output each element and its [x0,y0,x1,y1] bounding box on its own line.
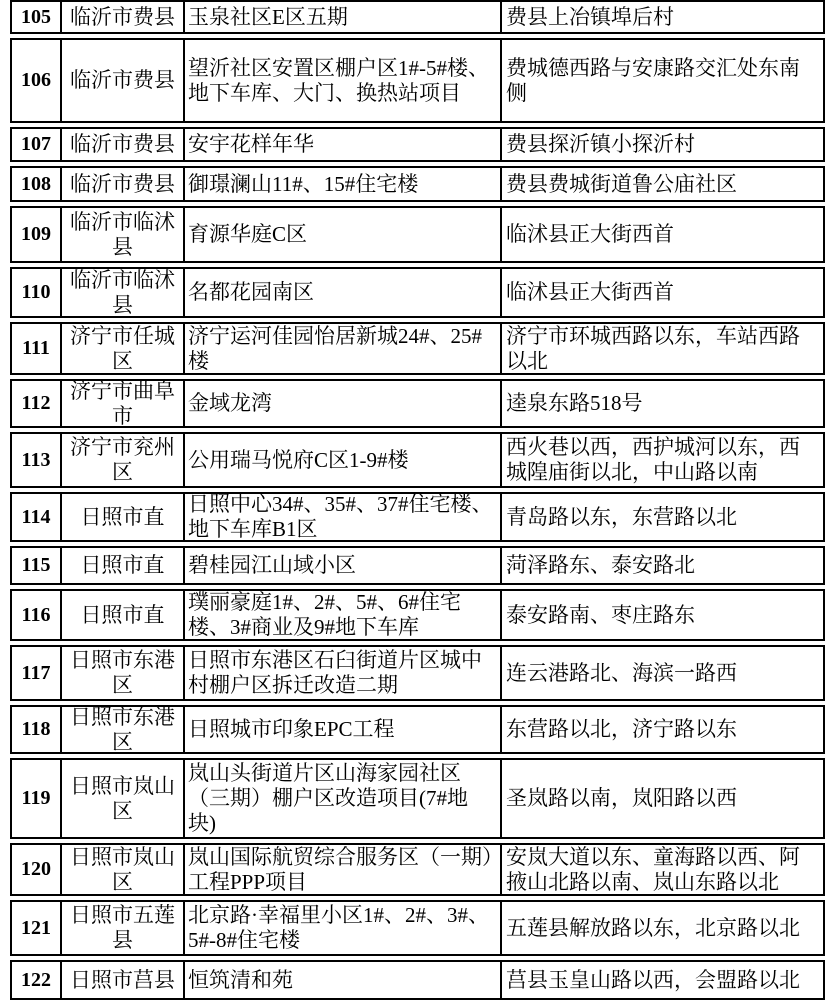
city-cell: 临沂市费县 [62,166,185,202]
table-row [10,492,825,542]
project-cell: 北京路·幸福里小区1#、2#、3#、5#-8#住宅楼 [185,900,502,956]
project-cell: 恒筑清和苑 [185,960,502,1000]
row-number-cell: 118 [10,705,62,754]
table-row [10,843,825,896]
city-cell: 日照市直 [62,589,185,641]
table-row [10,645,825,701]
table-row [10,379,825,428]
city-cell: 日照市五莲县 [62,900,185,956]
city-cell: 临沂市费县 [62,38,185,123]
table-row [10,705,825,754]
city-cell: 临沂市费县 [62,127,185,162]
table-row [10,166,825,202]
row-number-cell: 105 [10,0,62,34]
row-number-cell: 108 [10,166,62,202]
project-cell: 玉泉社区E区五期 [185,0,502,34]
location-cell: 圣岚路以南，岚阳路以西 [502,758,825,839]
row-number-cell: 113 [10,432,62,488]
table-row [10,0,825,34]
row-number-cell: 110 [10,267,62,318]
table-row [10,589,825,641]
project-cell: 日照城市印象EPC工程 [185,705,502,754]
city-cell: 日照市岚山区 [62,758,185,839]
table-row [10,206,825,263]
location-cell: 莒县玉皇山路以西，会盟路以北 [502,960,825,1000]
row-number-cell: 112 [10,379,62,428]
city-cell: 济宁市兖州区 [62,432,185,488]
row-number-cell: 122 [10,960,62,1000]
location-cell: 费县费城街道鲁公庙社区 [502,166,825,202]
row-number-cell: 119 [10,758,62,839]
location-cell: 费城德西路与安康路交汇处东南侧 [502,38,825,123]
row-number-cell: 106 [10,38,62,123]
project-cell: 名都花园南区 [185,267,502,318]
table-row [10,546,825,585]
row-number-cell: 116 [10,589,62,641]
project-cell: 济宁运河佳园怡居新城24#、25#楼 [185,322,502,375]
document-table [10,0,825,1004]
city-cell: 济宁市任城区 [62,322,185,375]
city-cell: 济宁市曲阜市 [62,379,185,428]
row-number-cell: 115 [10,546,62,585]
project-cell: 望沂社区安置区棚户区1#-5#楼、地下车库、大门、换热站项目 [185,38,502,123]
city-cell: 临沂市临沭县 [62,206,185,263]
location-cell: 费县上冶镇埠后村 [502,0,825,34]
city-cell: 临沂市临沭县 [62,267,185,318]
location-cell: 逵泉东路518号 [502,379,825,428]
row-number-cell: 111 [10,322,62,375]
project-cell: 公用瑞马悦府C区1-9#楼 [185,432,502,488]
project-cell: 岚山国际航贸综合服务区（一期）工程PPP项目 [185,843,502,896]
project-cell: 育源华庭C区 [185,206,502,263]
location-cell: 菏泽路东、泰安路北 [502,546,825,585]
row-number-cell: 117 [10,645,62,701]
location-cell: 泰安路南、枣庄路东 [502,589,825,641]
project-cell: 安宇花样年华 [185,127,502,162]
table-row [10,432,825,488]
table-row [10,267,825,318]
table-row [10,127,825,162]
city-cell: 日照市岚山区 [62,843,185,896]
location-cell: 费县探沂镇小探沂村 [502,127,825,162]
table-row [10,900,825,956]
row-number-cell: 120 [10,843,62,896]
location-cell: 临沭县正大街西首 [502,267,825,318]
table-row [10,322,825,375]
location-cell: 五莲县解放路以东，北京路以北 [502,900,825,956]
location-cell: 东营路以北，济宁路以东 [502,705,825,754]
project-cell: 璞丽豪庭1#、2#、5#、6#住宅楼、3#商业及9#地下车库 [185,589,502,641]
location-cell: 西火巷以西，西护城河以东，西城隍庙街以北，中山路以南 [502,432,825,488]
project-cell: 御璟澜山11#、15#住宅楼 [185,166,502,202]
location-cell: 青岛路以东，东营路以北 [502,492,825,542]
project-cell: 碧桂园江山域小区 [185,546,502,585]
city-cell: 日照市直 [62,546,185,585]
location-cell: 连云港路北、海滨一路西 [502,645,825,701]
city-cell: 日照市东港区 [62,705,185,754]
row-number-cell: 109 [10,206,62,263]
city-cell: 临沂市费县 [62,0,185,34]
city-cell: 日照市东港区 [62,645,185,701]
project-cell: 岚山头街道片区山海家园社区（三期）棚户区改造项目(7#地块) [185,758,502,839]
project-cell: 日照中心34#、35#、37#住宅楼、地下车库B1区 [185,492,502,542]
location-cell: 临沭县正大街西首 [502,206,825,263]
row-number-cell: 107 [10,127,62,162]
table-row [10,960,825,1000]
row-number-cell: 121 [10,900,62,956]
row-number-cell: 114 [10,492,62,542]
city-cell: 日照市直 [62,492,185,542]
table-row [10,758,825,839]
project-cell: 金域龙湾 [185,379,502,428]
project-cell: 日照市东港区石臼街道片区城中村棚户区拆迁改造二期 [185,645,502,701]
location-cell: 济宁市环城西路以东，车站西路以北 [502,322,825,375]
city-cell: 日照市莒县 [62,960,185,1000]
location-cell: 安岚大道以东、童海路以西、阿掖山北路以南、岚山东路以北 [502,843,825,896]
table-row [10,38,825,123]
